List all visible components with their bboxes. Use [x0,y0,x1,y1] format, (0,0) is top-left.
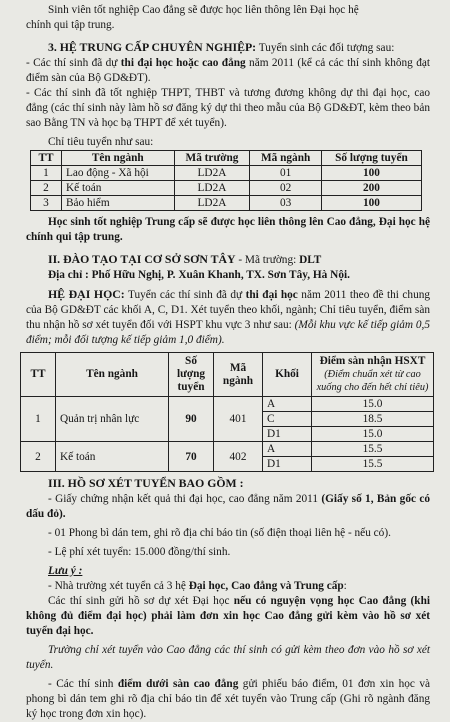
note-3: Trường chỉ xét tuyển vào Cao đẳng các thí sinh có gửi kèm theo đơn vào hồ sơ xét tuyển. [26,644,430,671]
t2-header-score-note: (Điểm chuẩn xét từ cao xuống cho đến hết chỉ tiêu) [316,369,429,393]
t2-header-block: Khối [263,353,312,397]
note-2: Các thí sinh gửi hồ sơ dự xét Đại học nếu có nguyện vọng học Cao đẳng (khi không đủ điểm đại học) phải làm đơn xin học Cao đẳng gửi kèm vào hồ sơ xét tuyển đại học. [26,595,430,637]
t2-header-score: Điểm sàn nhận HSXT (Điểm chuẩn xét từ cao xuống cho đến hết chỉ tiêu) [312,353,434,397]
doc-item-2: - 01 Phong bì dán tem, ghi rõ địa chỉ báo tin (số điện thoại liên hệ - nếu có). [48,527,391,539]
t2-header-major: Tên ngành [56,353,169,397]
university-score-table [20,352,434,472]
table-row: D1 15.0 [21,427,434,442]
section-3-documents: III. HỒ SƠ XÉT TUYỂN BAO GỒM : [48,476,244,490]
note-label: Lưu ý : [48,565,83,577]
section-3-vocational: 3. HỆ TRUNG CẤP CHUYÊN NGHIỆP: Tuyển sinh các đối tượng sau: [48,40,395,54]
t1-header-major: Tên ngành [62,151,175,166]
son-tay-address: Địa chỉ : Phố Hữu Nghị, P. Xuân Khanh, TX. Sơn Tây, Hà Nội. [48,269,350,281]
table-row: C 18.5 [21,412,434,427]
sec3-bullet-1: - Các thí sinh đã dự thi đại học hoặc cao đẳng năm 2011 (kể cả các thí sinh không đạt điểm sàn của Bộ GD&ĐT). [26,57,431,84]
note-4: - Các thí sinh điểm dưới sàn cao đẳng gửi phiếu báo điểm, 01 đơn xin học và phong bì dán tem ghi rõ địa chỉ báo tin để xét tuyển vào Trung cấp (Ghi rõ ngành đăng ký học trong đơn xin học). [26,678,430,720]
t1-header-school-code: Mã trường [174,151,250,166]
t1-header-major-code: Mã ngành [250,151,321,166]
vocational-transfer-note: Học sinh tốt nghiệp Trung cấp sẽ được học liên thông lên Cao đẳng, Đại học hệ chính qui tập trung. [26,216,430,243]
doc-item-3: - Lệ phí xét tuyển: 15.000 đồng/thí sinh. [48,546,231,558]
t2-header-quota: Số lượng tuyển [169,353,214,397]
table-row: 3 Bảo hiểm LD2A 03 100 [31,196,422,211]
table-row: 1 Quản trị nhân lực 90 401 A 15.0 [21,397,434,412]
quota-label: Chỉ tiêu tuyển như sau: [48,136,154,148]
table-row: 2 Kế toán 70 402 A 15.5 [21,442,434,457]
table-row: 1 Lao động - Xã hội LD2A 01 100 [31,166,422,181]
doc-item-1: - Giấy chứng nhận kết quả thi đại học, cao đẳng năm 2011 (Giấy số 1, Bản gốc có dấu đỏ). [26,493,430,520]
note-1: - Nhà trường xét tuyển cả 3 hệ Đại học, Cao đẳng và Trung cấp: [48,580,347,592]
t2-header-code: Mã ngành [214,353,263,397]
table-row: 2 Kế toán LD2A 02 200 [31,181,422,196]
t1-header-tt: TT [31,151,62,166]
university-system-text: HỆ ĐẠI HỌC: Tuyển các thí sinh đã dự thi đại học năm 2011 theo đề thi chung của Bộ GD&ĐT các khối A, C, D1. Xét tuyển theo khối, ngành; Chỉ tiêu tuyển, điểm sàn thu nhận hồ sơ xét tuyển đối với HSPT khu vực 3 như sau: (Mỗi khu vực kế tiếp giảm 0,5 điểm; mỗi đối tượng kế tiếp giảm 1,0 điểm). [26,287,431,346]
section-2-son-tay: II. ĐÀO TẠO TẠI CƠ SỞ SƠN TÂY - Mã trường: DLT [48,252,322,266]
intro-text: Sinh viên tốt nghiệp Cao đẳng sẽ được học liên thông lên Đại học hệ chính qui tập trung. [26,4,359,31]
sec3-bullet-2: - Các thí sinh đã tốt nghiệp THPT, THBT và tương đương không dự thi đại học, cao đẳng (các thí sinh này làm hồ sơ đăng ký dự thi theo mẫu của Bộ GD&ĐT, kèm theo bản sao Bằng TN và học bạ THPT để xét tuyển). [26,87,430,129]
t2-header-tt: TT [21,353,56,397]
vocational-quota-table [30,150,422,211]
t1-header-quota: Số lượng tuyển [321,151,421,166]
table-row: D1 15.5 [21,457,434,472]
